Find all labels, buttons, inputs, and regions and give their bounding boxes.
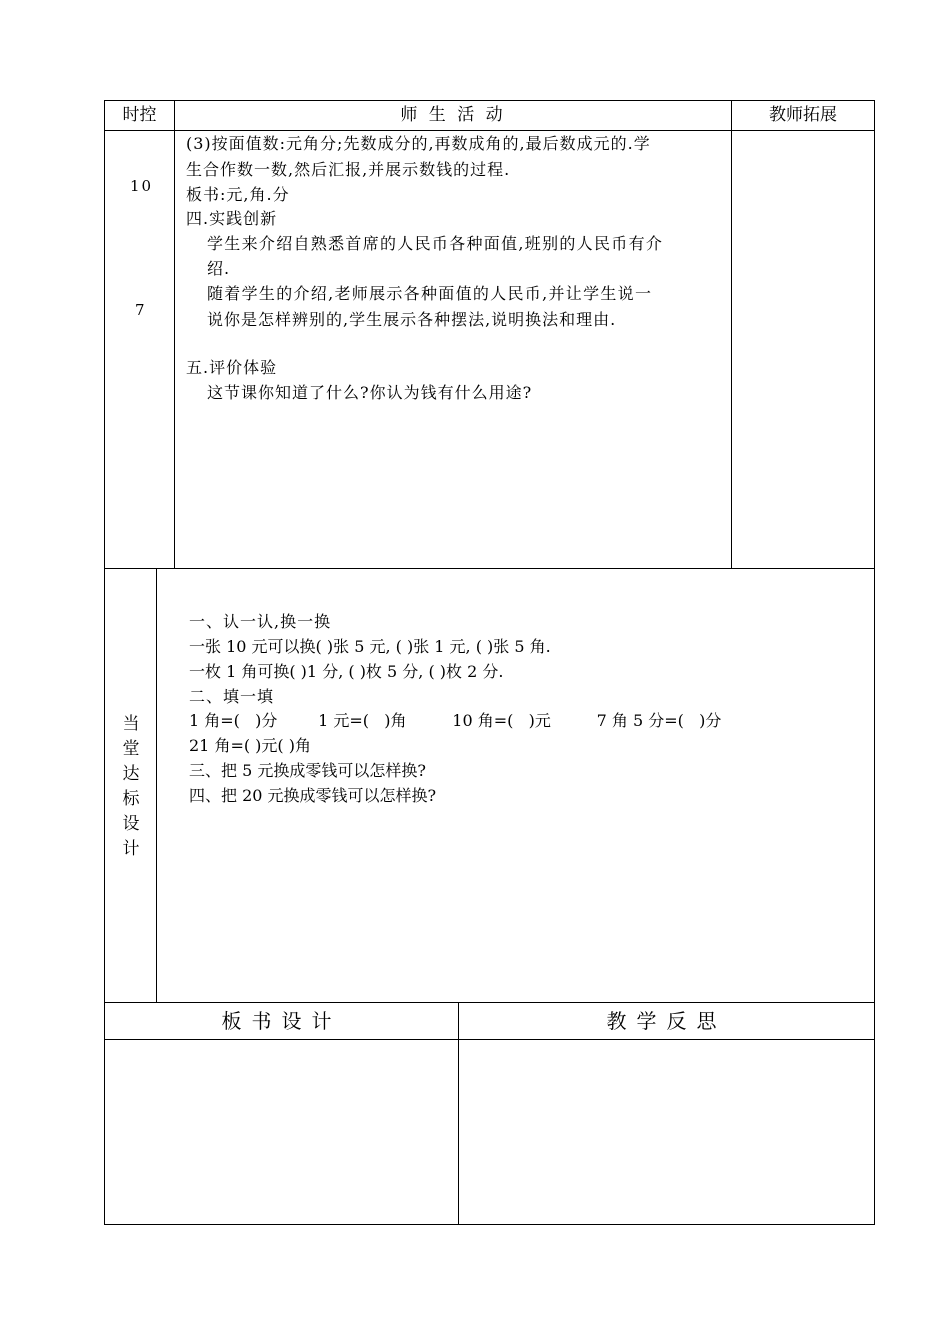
- side-char: 计: [122, 839, 140, 859]
- side-char: 堂: [122, 739, 140, 759]
- activity-line: 绍.: [207, 259, 231, 278]
- rule: [104, 1039, 875, 1040]
- board-design-heading: 板书设计: [221, 1009, 342, 1033]
- practice-line: 21 角=( )元( )角: [189, 736, 311, 755]
- rule: [104, 1224, 875, 1225]
- activity-line: (3)按面值数:元角分;先数成分的,再数成角的,最后数成元的.学: [186, 134, 651, 153]
- rule: [104, 130, 875, 131]
- practice-line: 一张 10 元可以换( )张 5 元, ( )张 1 元, ( )张 5 角.: [189, 637, 551, 656]
- practice-line: 一、认一认,换一换: [189, 612, 332, 631]
- header-time: 时控: [122, 105, 157, 125]
- header-extension: 教师拓展: [769, 105, 837, 125]
- rule: [104, 568, 875, 569]
- side-char: 标: [122, 789, 140, 809]
- activity-line: 板书:元,角.分: [186, 185, 290, 204]
- activity-line: 生合作数一数,然后汇报,并展示数钱的过程.: [186, 160, 511, 179]
- practice-line: 三、把 5 元换成零钱可以怎样换?: [189, 761, 426, 780]
- practice-line: 四、把 20 元换成零钱可以怎样换?: [189, 786, 437, 805]
- practice-line: 1 角=( )分 1 元=( )角 10 角=( )元 7 角 5 分=( )分: [189, 711, 722, 730]
- reflection-heading: 教学反思: [606, 1009, 727, 1033]
- side-char: 达: [122, 764, 140, 784]
- rule: [731, 100, 732, 569]
- side-char: 设: [122, 814, 140, 834]
- rule: [104, 100, 105, 1225]
- activity-line: 说你是怎样辨别的,学生展示各种摆法,说明换法和理由.: [207, 310, 617, 329]
- time-mark: 7: [135, 301, 147, 319]
- rule: [104, 100, 875, 101]
- rule: [104, 1002, 875, 1003]
- rule: [174, 100, 175, 569]
- practice-line: 二、填一填: [189, 687, 275, 706]
- practice-line: 一枚 1 角可换( )1 分, ( )枚 5 分, ( )枚 2 分.: [189, 662, 504, 681]
- activity-line: 五.评价体验: [186, 358, 278, 377]
- time-mark: 10: [130, 177, 154, 195]
- rule: [458, 1002, 459, 1225]
- rule: [874, 100, 875, 1225]
- side-char: 当: [122, 714, 140, 734]
- activity-line: 四.实践创新: [186, 209, 278, 228]
- activity-line: 随着学生的介绍,老师展示各种面值的人民币,并让学生说一: [207, 284, 653, 303]
- header-activity: 师 生 活 动: [400, 105, 506, 125]
- activity-line: 学生来介绍自熟悉首席的人民币各种面值,班别的人民币有介: [207, 234, 664, 253]
- rule: [156, 568, 157, 1003]
- activity-line: 这节课你知道了什么?你认为钱有什么用途?: [207, 383, 533, 402]
